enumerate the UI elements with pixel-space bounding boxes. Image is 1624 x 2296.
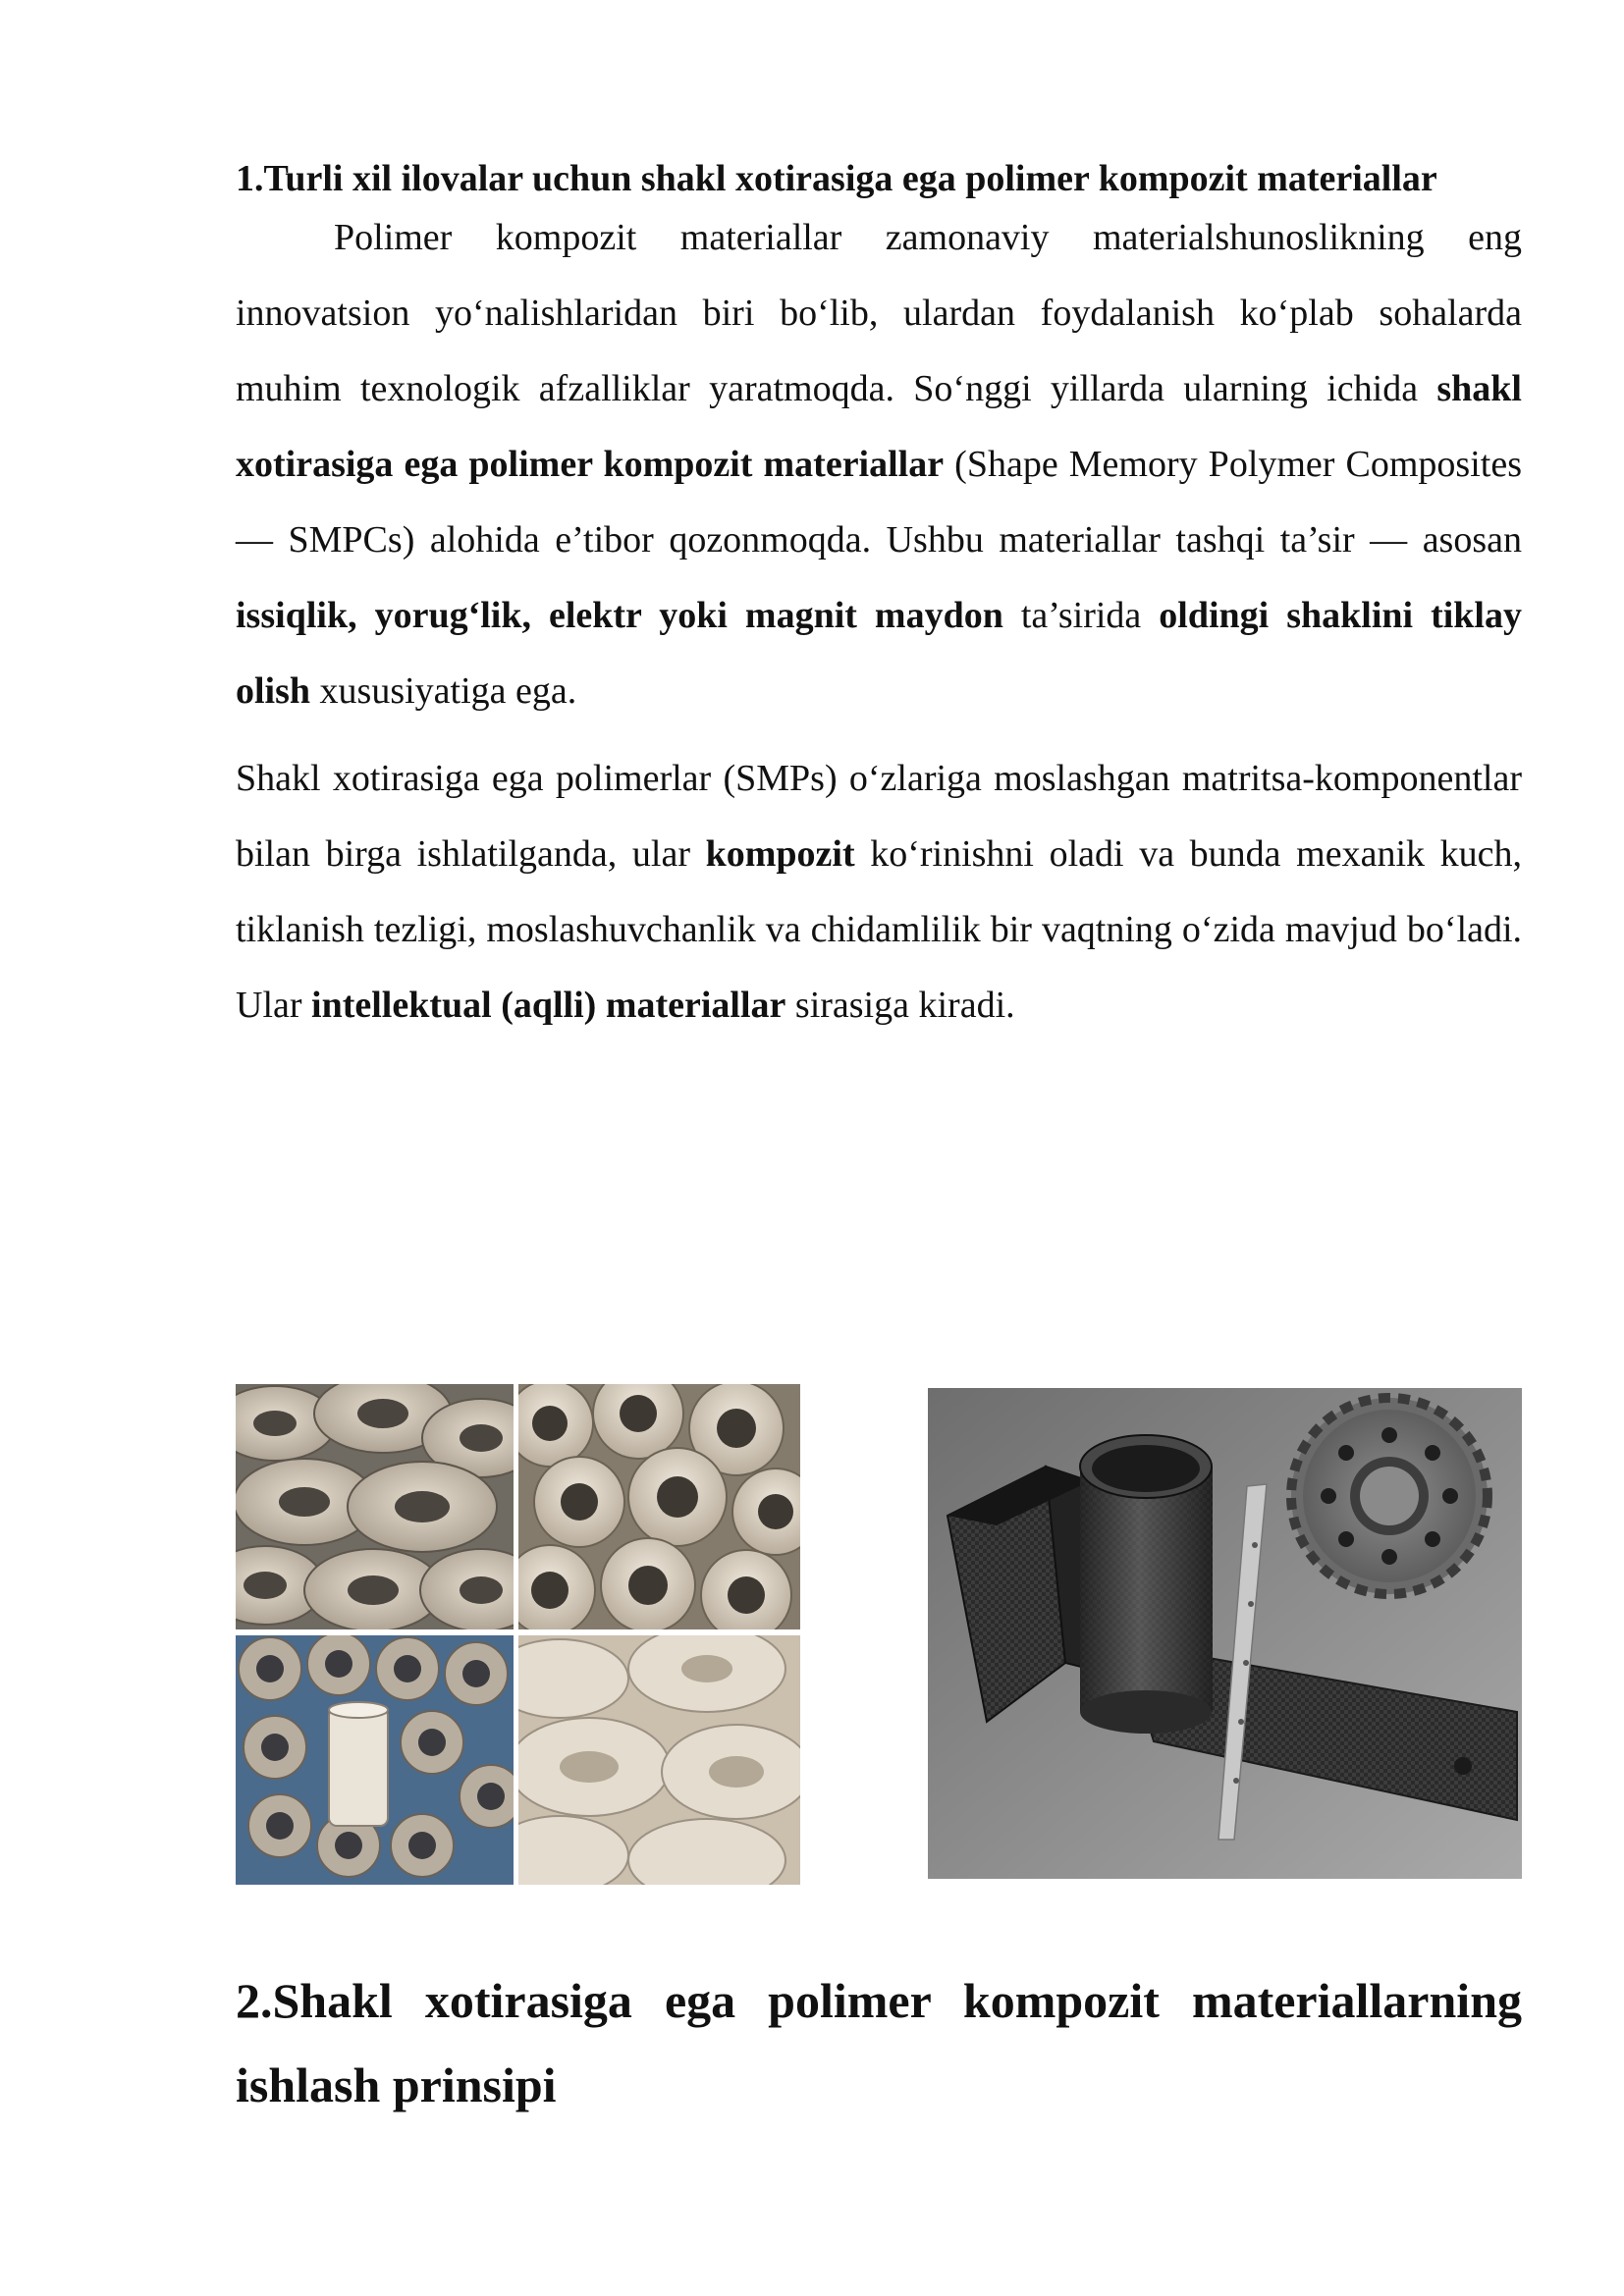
paragraph-1-bold-2: issiqlik, yorug‘lik, elektr yoki magnit maydon <box>236 595 1003 636</box>
section-1-heading: 1.Turli xil ilovalar uchun shakl xotirasiga ega polimer kompozit materiallar <box>236 158 1437 199</box>
paragraph-1 <box>236 200 1522 729</box>
paragraph-1-bold-3: oldingi shaklini tiklay olish <box>236 595 1522 712</box>
paragraph-1-text-1: Polimer kompozit materiallar zamonaviy materialshunoslikning eng innovatsion yo‘nalishlaridan biri bo‘lib, ulardan foydalanish ko‘plab sohalarda muhim texnologik afzalliklar yaratmoqda. So‘nggi yillarda ularning ichida <box>236 217 1522 409</box>
figures-row <box>236 1384 1522 1885</box>
document-page <box>236 157 1522 1043</box>
paragraph-2-bold-1: kompozit <box>705 833 855 875</box>
paragraph-2-bold-2: intellektual (aqlli) materiallar <box>311 985 786 1026</box>
carbon-fiber-parts-image <box>928 1388 1522 1879</box>
paragraph-2-text-1: Shakl xotirasiga ega polimerlar (SMPs) o‘zlariga moslashgan matritsa-komponentlar bilan birga ishlatilganda, ular <box>236 758 1522 875</box>
paragraph-1-bold-1: shakl xotirasiga ega polimer kompozit materiallar <box>236 368 1522 485</box>
paragraph-1-text-3: ta’sirida <box>1002 595 1160 636</box>
polymer-parts-collage-image <box>236 1384 800 1885</box>
paragraph-2 <box>236 741 1522 1043</box>
paragraph-2-text-2: ko‘rinishni oladi va bunda mexanik kuch, tiklanish tezligi, moslashuvchanlik va chidamlilik bir vaqtning o‘zida mavjud bo‘ladi. Ular <box>236 833 1522 1026</box>
paragraph-1-text-2: (Shape Memory Polymer Composites — SMPCs) alohida e’tibor qozonmoqda. Ushbu materiallar tashqi ta’sir — asosan <box>236 444 1522 561</box>
paragraph-1-text-4: xususiyatiga ega. <box>310 670 577 712</box>
section-2-heading: 2.Shakl xotirasiga ega polimer kompozit materiallarning ishlash prinsipi <box>236 1973 1522 2112</box>
paragraph-2-text-3: sirasiga kiradi. <box>785 985 1015 1026</box>
